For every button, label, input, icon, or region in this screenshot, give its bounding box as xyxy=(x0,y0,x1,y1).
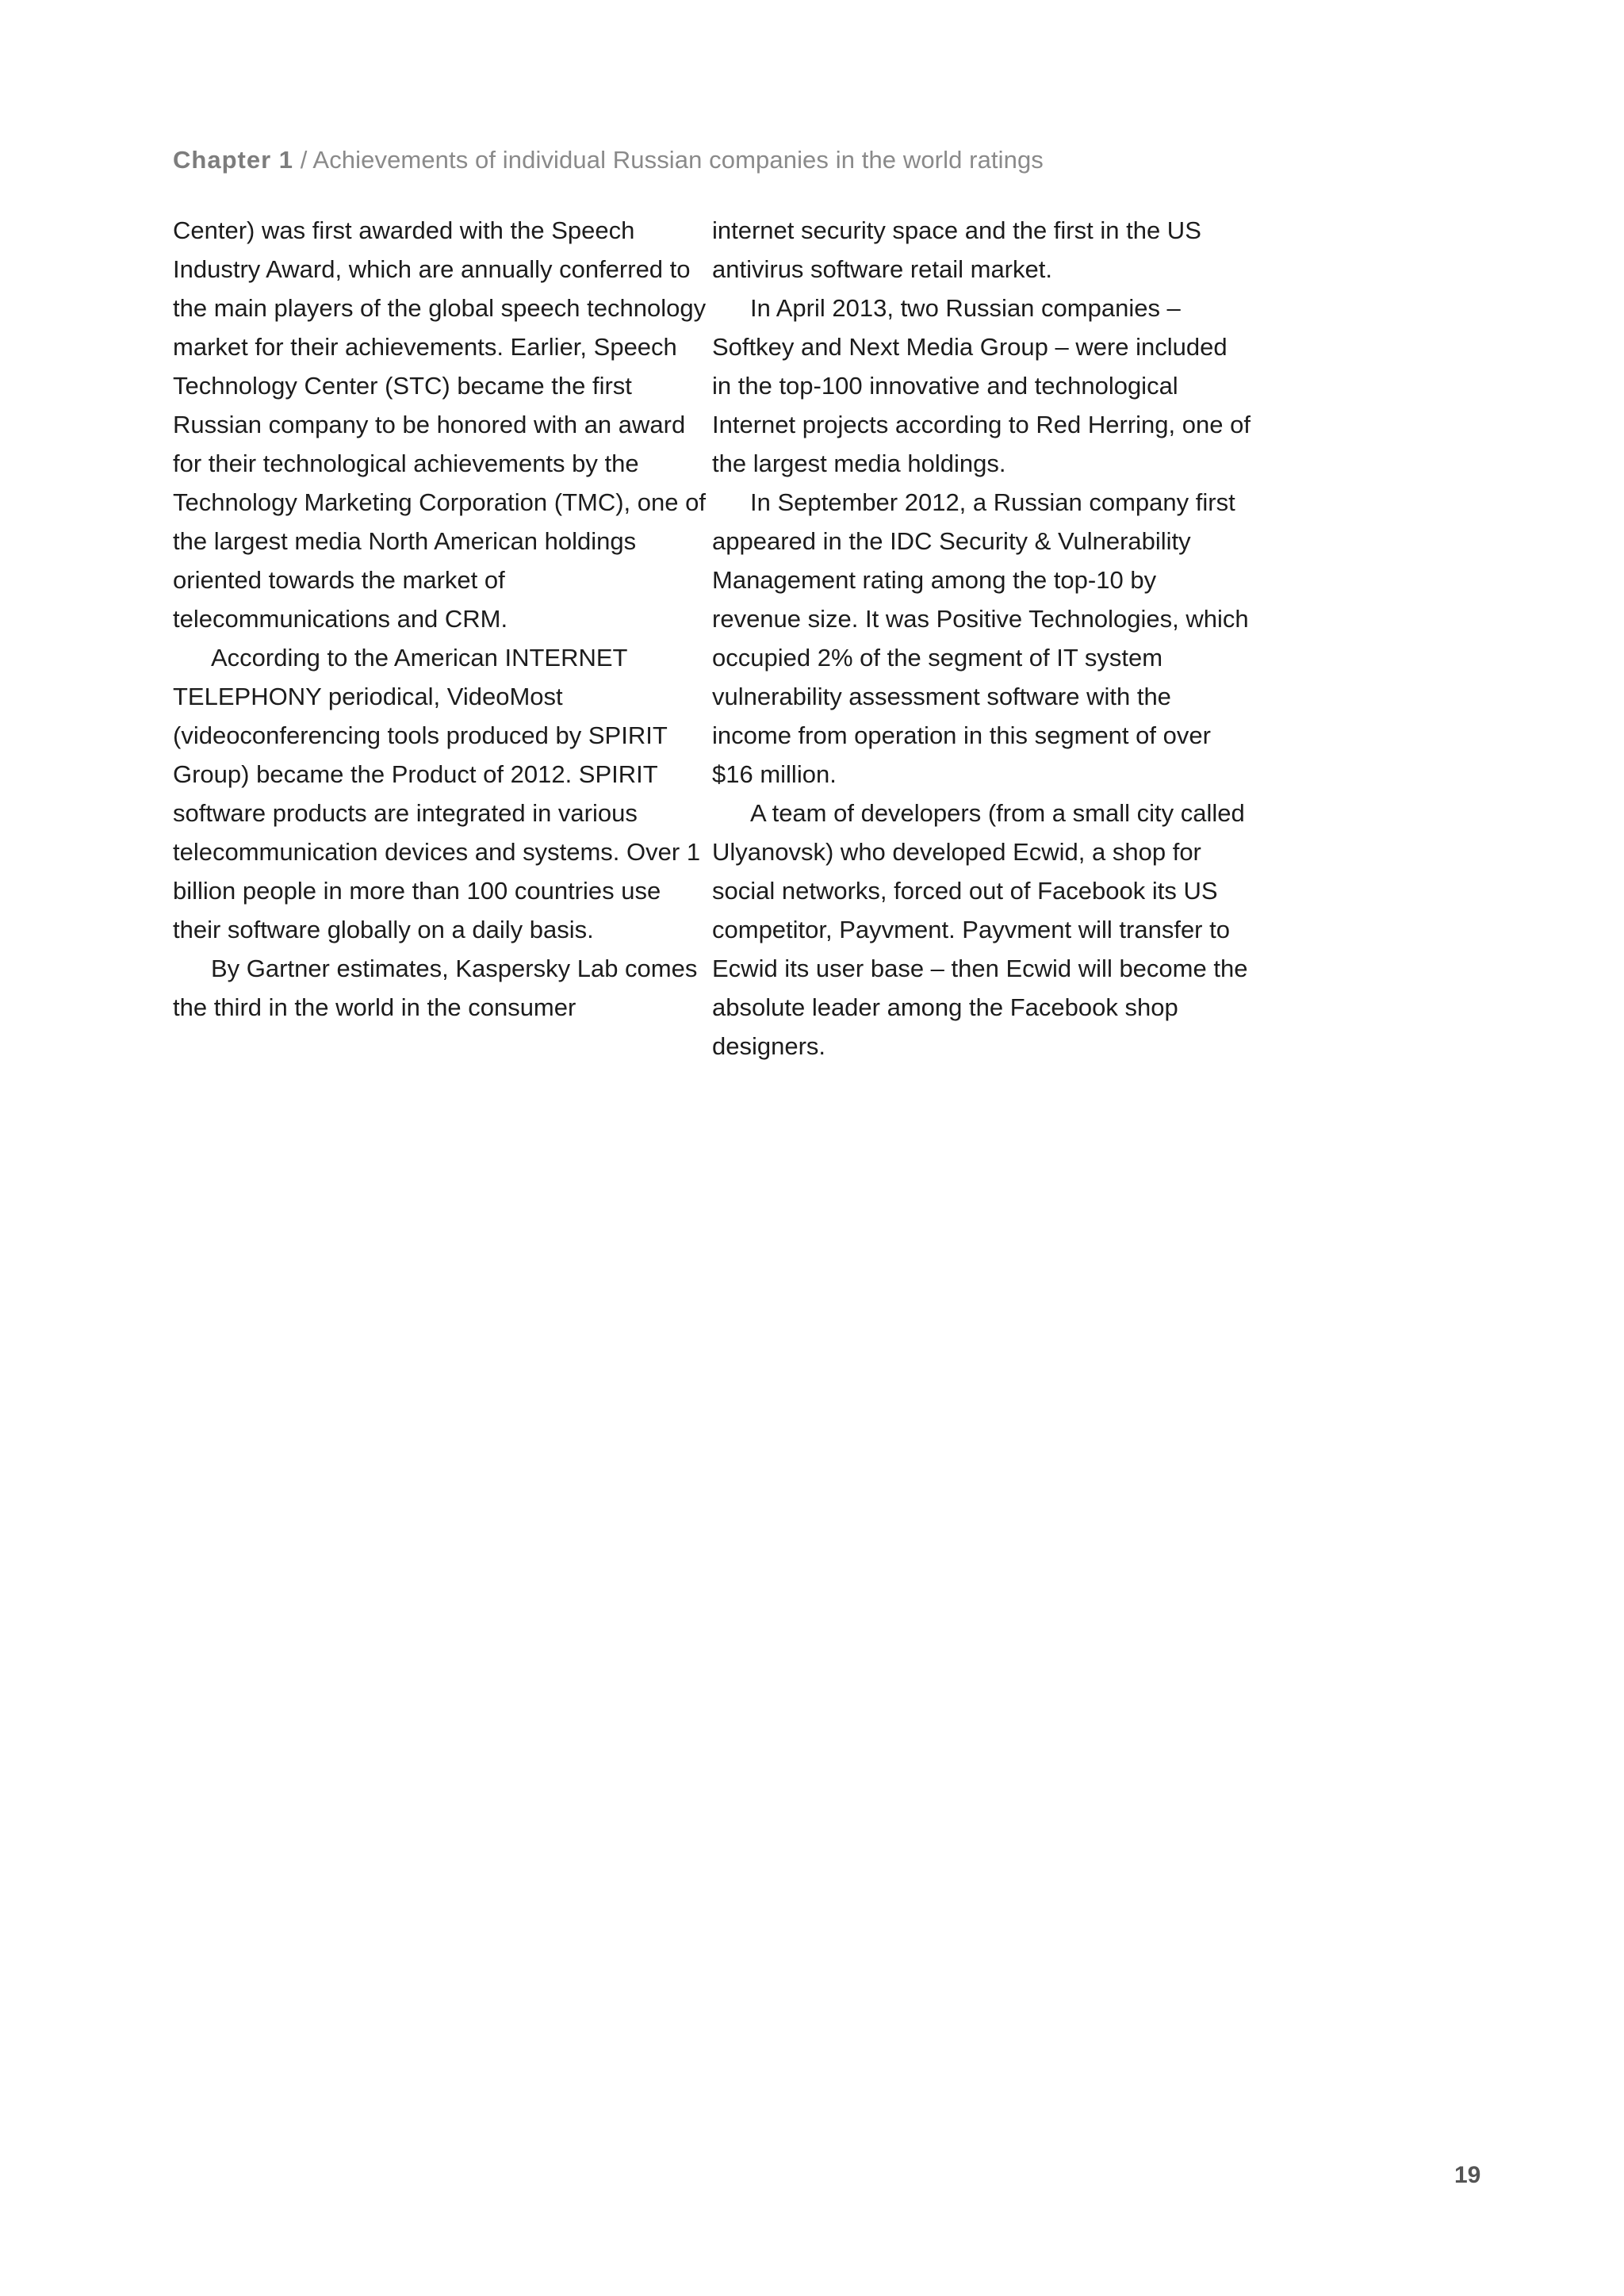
paragraph: According to the American INTERNET TELEPHONY periodical, VideoMost (videoconferencing tools produced by SPIRIT Group) became the Product of 2012. SPIRIT software products are integrated in various telecommunication devices and systems. Over 1 billion people in more than 100 countries use their software globally on a daily basis. xyxy=(173,644,701,943)
paragraph: Center) was first awarded with the Speech Industry Award, which are annually conferred to the main players of the global speech technology market for their achievements. Earlier, Speech Technology Center (STC) became the first Russian company to be honored with an award for their technological achievements by the Technology Marketing Corporation (TMC), one of the largest media North American holdings oriented towards the market of telecommunications and CRM. xyxy=(173,216,707,633)
paragraph: internet security space and the first in the US antivirus software retail market. xyxy=(712,216,1201,283)
right-column xyxy=(712,211,1251,1066)
header-separator: / xyxy=(293,146,313,174)
chapter-title: Achievements of individual Russian companies in the world ratings xyxy=(312,146,1044,174)
paragraph: A team of developers (from a small city called Ulyanovsk) who developed Ecwid, a shop for social networks, forced out of Facebook its US competitor, Payvment. Payvment will transfer to Ecwid its user base – then Ecwid will become the absolute leader among the Facebook shop designers. xyxy=(712,799,1248,1060)
paragraph: By Gartner estimates, Kaspersky Lab comes the third in the world in the consumer xyxy=(173,955,698,1021)
paragraph: In April 2013, two Russian companies – Softkey and Next Media Group – were included in the top-100 innovative and technological Internet projects according to Red Herring, one of the largest media holdings. xyxy=(712,294,1251,477)
chapter-label: Chapter 1 xyxy=(173,146,293,174)
page-number: 19 xyxy=(1454,2162,1481,2188)
running-header xyxy=(173,146,1044,174)
left-column xyxy=(173,211,712,1027)
paragraph: In September 2012, a Russian company first appeared in the IDC Security & Vulnerability Management rating among the top-10 by revenue size. It was Positive Technologies, which occupied 2% of the segment of IT system vulnerability assessment software with the income from operation in this segment of over $16 million. xyxy=(712,488,1249,788)
